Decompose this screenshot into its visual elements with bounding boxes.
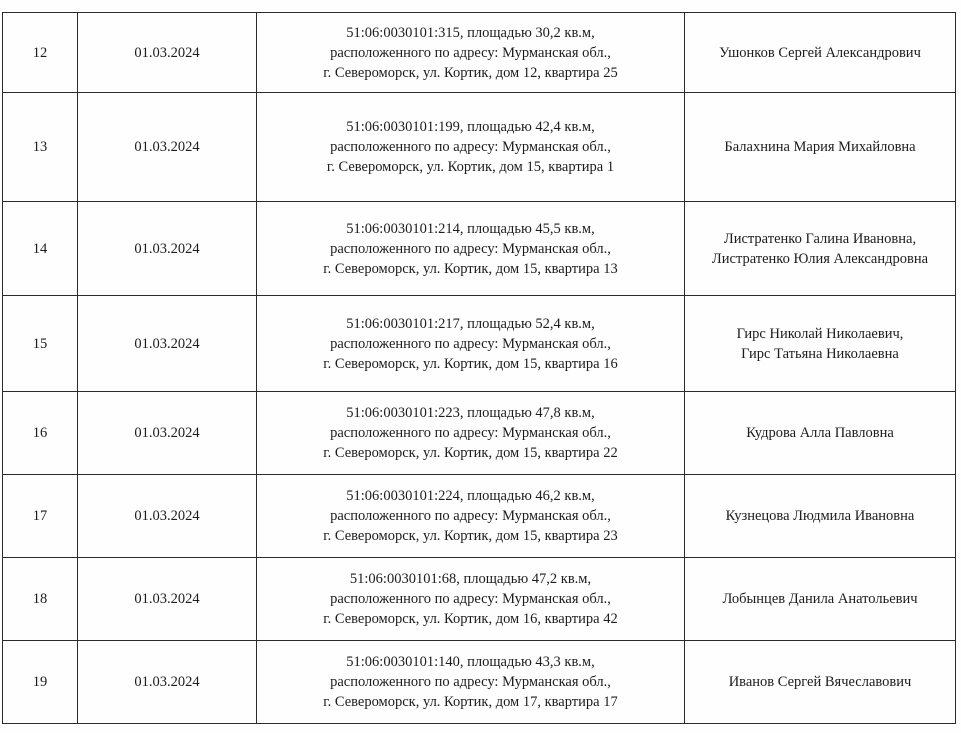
owner-name: Гирс Татьяна Николаевна	[741, 345, 899, 362]
property-line: 51:06:0030101:315, площадью 30,2 кв.м,	[346, 24, 595, 41]
owner-name: Кудрова Алла Павловна	[746, 425, 894, 441]
property-line: 51:06:0030101:140, площадью 43,3 кв.м,	[346, 654, 595, 670]
table-row	[3, 296, 956, 392]
table-row	[3, 392, 956, 475]
property-line: г. Североморск, ул. Кортик, дом 15, квартира 23	[323, 528, 618, 544]
property-line: г. Североморск, ул. Кортик, дом 15, квартира 1	[326, 159, 615, 175]
row-date: 01.03.2024	[78, 392, 257, 475]
owner-name: Ушонков Сергей Александрович	[719, 44, 921, 61]
property-description	[257, 93, 685, 202]
property-description	[257, 475, 685, 558]
table-row	[3, 202, 956, 296]
table-row	[3, 93, 956, 202]
property-line: расположенного по адресу: Мурманская обл.,	[330, 240, 611, 257]
row-number: 18	[3, 558, 78, 641]
property-line: 51:06:0030101:224, площадью 46,2 кв.м,	[346, 488, 595, 504]
property-line: расположенного по адресу: Мурманская обл.,	[330, 425, 611, 441]
property-line: г. Североморск, ул. Кортик, дом 15, квартира 22	[323, 445, 618, 461]
owner-names	[685, 558, 956, 641]
property-description	[257, 392, 685, 475]
property-line: г. Североморск, ул. Кортик, дом 17, квартира 17	[323, 694, 618, 710]
owner-name: Иванов Сергей Вячеславович	[728, 674, 912, 690]
row-number: 15	[3, 296, 78, 392]
owner-name: Кузнецова Людмила Ивановна	[725, 508, 915, 524]
owner-name: Лобынцев Данила Анатольевич	[722, 591, 918, 607]
property-description	[257, 558, 685, 641]
property-line: 51:06:0030101:214, площадью 45,5 кв.м,	[346, 220, 595, 237]
owner-names	[685, 641, 956, 724]
table-row	[3, 641, 956, 724]
owner-name: Балахнина Мария Михайловна	[724, 139, 916, 155]
property-line: расположенного по адресу: Мурманская обл.,	[330, 591, 611, 607]
property-line: г. Североморск, ул. Кортик, дом 16, квартира 42	[323, 611, 618, 627]
row-date: 01.03.2024	[78, 558, 257, 641]
row-number: 13	[3, 93, 78, 202]
property-line: расположенного по адресу: Мурманская обл.,	[330, 44, 611, 61]
property-line: г. Североморск, ул. Кортик, дом 15, квартира 13	[323, 260, 618, 277]
property-description	[257, 641, 685, 724]
row-date: 01.03.2024	[78, 13, 257, 93]
owner-names	[685, 202, 956, 296]
table-row	[3, 475, 956, 558]
row-date: 01.03.2024	[78, 475, 257, 558]
row-number: 14	[3, 202, 78, 296]
property-line: г. Североморск, ул. Кортик, дом 12, квартира 25	[323, 64, 618, 81]
property-line: расположенного по адресу: Мурманская обл.,	[330, 335, 611, 352]
property-line: 51:06:0030101:68, площадью 47,2 кв.м,	[349, 571, 592, 587]
row-number: 17	[3, 475, 78, 558]
row-date: 01.03.2024	[78, 202, 257, 296]
property-line: расположенного по адресу: Мурманская обл.,	[330, 508, 611, 524]
owner-name: Листратенко Галина Ивановна,	[723, 230, 917, 247]
property-line: расположенного по адресу: Мурманская обл.,	[330, 139, 611, 155]
owner-names	[685, 392, 956, 475]
row-number: 16	[3, 392, 78, 475]
property-description	[257, 296, 685, 392]
owner-names	[685, 475, 956, 558]
row-date: 01.03.2024	[78, 93, 257, 202]
property-line: г. Североморск, ул. Кортик, дом 15, квартира 16	[323, 355, 618, 372]
property-description	[257, 13, 685, 93]
property-registry-table	[2, 12, 956, 724]
property-line: расположенного по адресу: Мурманская обл.,	[330, 674, 611, 690]
owner-names	[685, 93, 956, 202]
row-date: 01.03.2024	[78, 641, 257, 724]
owner-name: Листратенко Юлия Александровна	[711, 250, 929, 267]
owner-names	[685, 296, 956, 392]
property-description	[257, 202, 685, 296]
table-row	[3, 558, 956, 641]
owner-names	[685, 13, 956, 93]
owner-name: Гирс Николай Николаевич,	[736, 325, 904, 342]
row-number: 19	[3, 641, 78, 724]
table-row	[3, 13, 956, 93]
property-line: 51:06:0030101:199, площадью 42,4 кв.м,	[346, 119, 595, 135]
row-number: 12	[3, 13, 78, 93]
row-date: 01.03.2024	[78, 296, 257, 392]
property-line: 51:06:0030101:217, площадью 52,4 кв.м,	[346, 315, 595, 332]
property-line: 51:06:0030101:223, площадью 47,8 кв.м,	[346, 405, 595, 421]
